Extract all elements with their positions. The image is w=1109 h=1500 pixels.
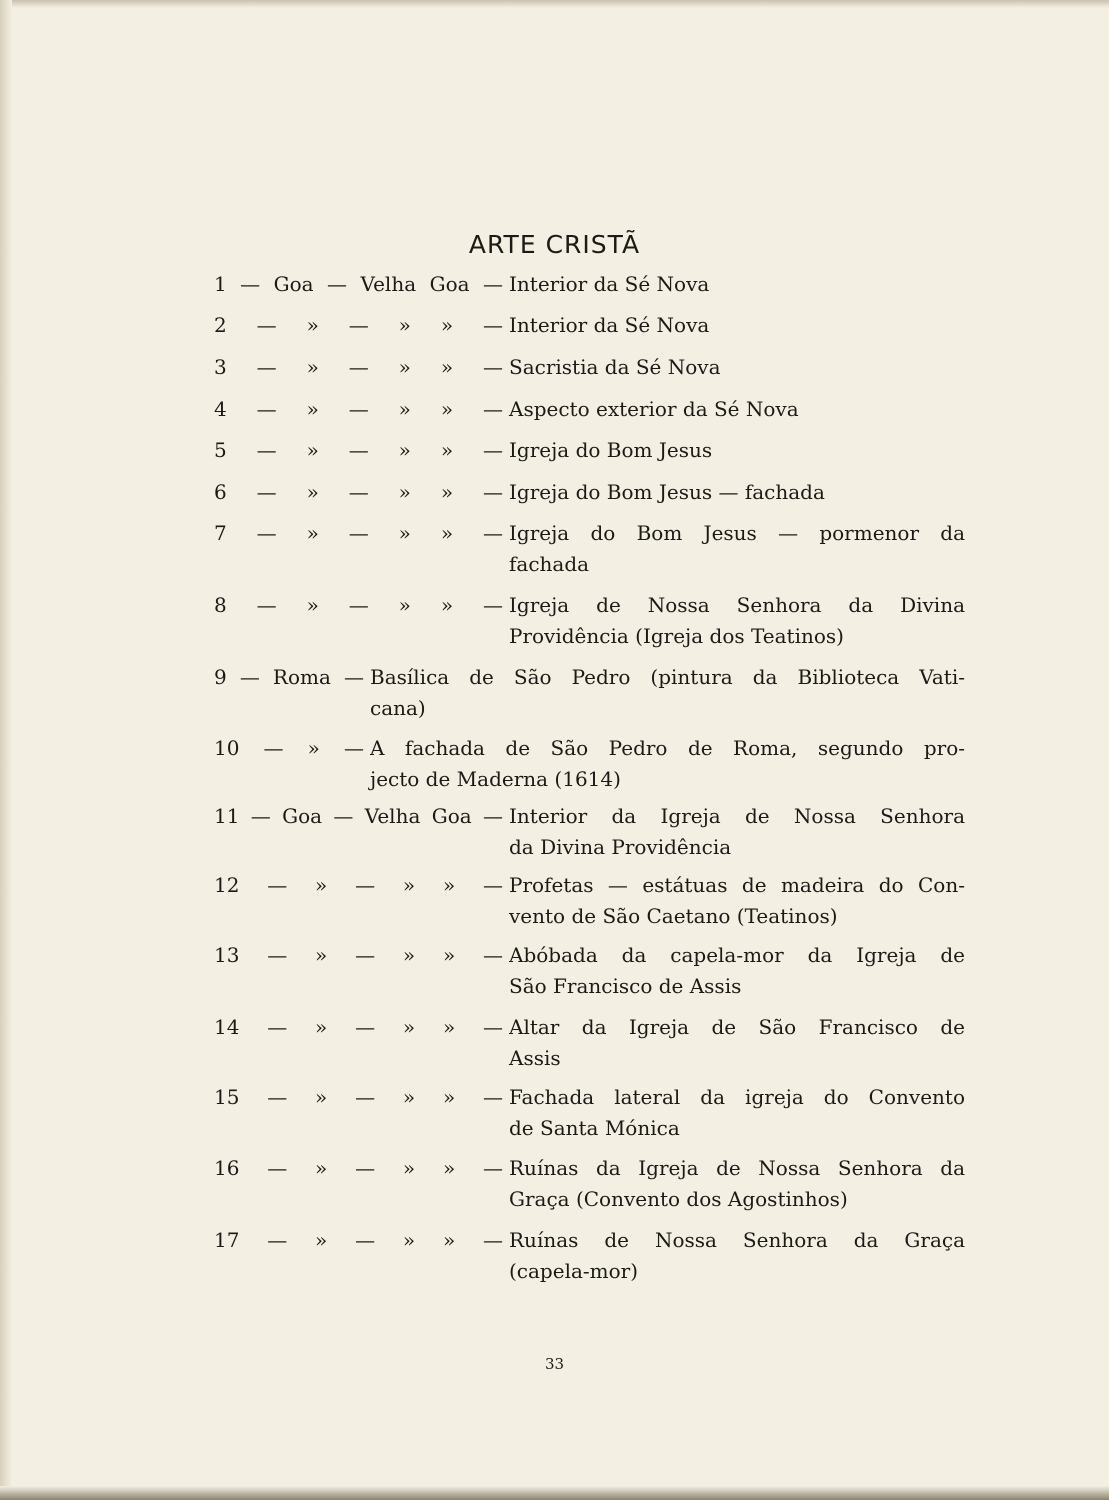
entry-lead: 10 — » — xyxy=(214,736,364,760)
entry-lead: 15 — » — » » — xyxy=(214,1085,503,1109)
entry-description-line: jecto de Maderna (1614) xyxy=(370,767,621,791)
page-edge-left xyxy=(0,0,12,1500)
entry-description-line: Fachada lateral da igreja do Convento xyxy=(509,1085,965,1109)
entry-description-line: Aspecto exterior da Sé Nova xyxy=(509,397,799,421)
entry-description-line: Assis xyxy=(509,1046,561,1070)
entry-lead: 16 — » — » » — xyxy=(214,1156,503,1180)
entry-description-line: Ruínas de Nossa Senhora da Graça xyxy=(509,1228,965,1252)
page-edge-top xyxy=(0,0,1109,8)
entry-lead: 11 — Goa — Velha Goa — xyxy=(214,804,503,828)
entry-description-line: Interior da Sé Nova xyxy=(509,313,710,337)
entry-description-line: Ruínas da Igreja de Nossa Senhora da xyxy=(509,1156,965,1180)
entry-lead: 3 — » — » » — xyxy=(214,355,503,379)
entry-description-line: São Francisco de Assis xyxy=(509,974,742,998)
page-title: ARTE CRISTÃ xyxy=(468,230,641,259)
entry-lead: 5 — » — » » — xyxy=(214,438,503,462)
entry-description-line: Igreja do Bom Jesus — fachada xyxy=(509,480,825,504)
entry-description-line: Altar da Igreja de São Francisco de xyxy=(509,1015,965,1039)
entry-description-line: Igreja de Nossa Senhora da Divina xyxy=(509,593,965,617)
entry-description-line: Interior da Igreja de Nossa Senhora xyxy=(509,804,965,828)
entry-description-line: cana) xyxy=(370,696,426,720)
entry-description-line: (capela-mor) xyxy=(509,1259,639,1283)
entry-description-line: vento de São Caetano (Teatinos) xyxy=(509,904,838,928)
entry-lead: 7 — » — » » — xyxy=(214,521,503,545)
entry-lead: 8 — » — » » — xyxy=(214,593,503,617)
entry-description-line: A fachada de São Pedro de Roma, segundo pro- xyxy=(370,736,965,760)
entry-lead: 17 — » — » » — xyxy=(214,1228,503,1252)
entry-description-line: Basílica de São Pedro (pintura da Biblioteca Vati- xyxy=(370,665,965,689)
page-edge-bottom xyxy=(0,1486,1109,1500)
entry-description-line: fachada xyxy=(509,552,590,576)
entry-description-line: Profetas — estátuas de madeira do Con- xyxy=(509,873,965,897)
entry-description-line: Providência (Igreja dos Teatinos) xyxy=(509,624,844,648)
entry-description-line: Igreja do Bom Jesus xyxy=(509,438,713,462)
entry-description-line: Interior da Sé Nova xyxy=(509,272,710,296)
entry-lead: 12 — » — » » — xyxy=(214,873,503,897)
page-number: 33 xyxy=(544,1355,565,1373)
entry-description-line: Graça (Convento dos Agostinhos) xyxy=(509,1187,848,1211)
entry-description-line: Igreja do Bom Jesus — pormenor da xyxy=(509,521,965,545)
entry-description-line: Abóbada da capela-mor da Igreja de xyxy=(509,943,965,967)
entry-lead: 2 — » — » » — xyxy=(214,313,503,337)
entry-lead: 14 — » — » » — xyxy=(214,1015,503,1039)
entry-description-line: de Santa Mónica xyxy=(509,1116,680,1140)
entry-lead: 4 — » — » » — xyxy=(214,397,503,421)
entry-description-line: da Divina Providência xyxy=(509,835,732,859)
entry-lead: 1 — Goa — Velha Goa — xyxy=(214,272,503,296)
entry-lead: 6 — » — » » — xyxy=(214,480,503,504)
entry-lead: 9 — Roma — xyxy=(214,665,364,689)
entry-lead: 13 — » — » » — xyxy=(214,943,503,967)
entry-description-line: Sacristia da Sé Nova xyxy=(509,355,721,379)
